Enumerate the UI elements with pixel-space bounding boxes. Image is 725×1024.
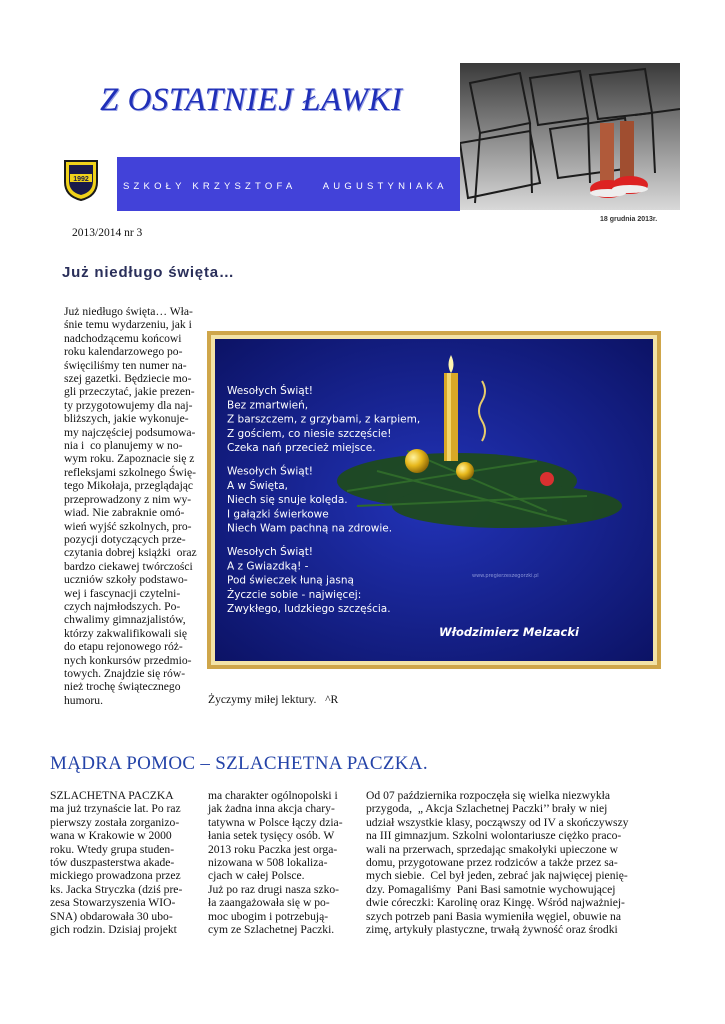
article1-heading: Już niedługo święta… [62,264,235,281]
article1-lines-line: wiad. Nie zabraknie omó- [64,506,185,520]
article1-signoff: Życzymy miłej lektury. ^R [208,693,339,706]
article2-column-3 [366,789,686,936]
article1-lines-line: refleksjami szkolnego Świę- [64,465,197,479]
article1-lines-line: Już niedługo święta… Wła- [64,305,193,318]
article1-lines-line: tego Mikołaja, przeglądając [64,479,194,493]
article2-col3-line: Od 07 października rozpoczęła się wielka niezwykła [366,789,611,802]
poem-line: Zwykłego, ludzkiego szczęścia. [227,603,391,616]
article1-lines-line: uczniów szkoły podstawo- [64,573,188,587]
article2-col3-line: przygoda, „ Akcja Szlachetnej Paczki’’ brały w niej [366,802,608,816]
article2-col1-line: roku. Wtedy grupa studen- [50,842,175,856]
article2-col1-line: SNA) obdarowała 30 ubo- [50,909,173,923]
logo-year: 1992 [73,176,89,183]
article2-col2-line: cym ze Szlachetnej Paczki. [208,923,335,937]
article1-lines-line: nież trochę świątecznego [64,680,181,694]
subtitle-bar [117,157,460,211]
article2-col2-line: cjach w całej Polsce. [208,869,305,883]
poem-line: Pod świeczek łuną jasną [227,574,354,587]
poem-line: Wesołych Świąt! [227,385,314,397]
poem-line: Bez zmartwień, [227,399,309,412]
article2-col2-line: 2013 roku Paczka jest orga- [208,842,338,856]
article2-col2-line: ma charakter ogólnopolski i [208,789,338,802]
article1-lines-line: przeprowadzony z nim wy- [64,492,192,506]
article1-lines-line: święciliśmy ten numer na- [64,358,187,372]
article2-col1-line: gich rodzin. Dzisiaj projekt [50,923,177,937]
article1-lines-line: chwalimy gimnazjalistów, [64,613,186,627]
article2-col2-line: Już po raz drugi nasza szko- [208,882,340,896]
article2-col3-line: dwie córeczki: Karolinę oraz Kingę. Wśród najważniej- [366,896,625,910]
article2-col2-line: ła zaangażowała się w po- [208,896,330,910]
article1-lines-line: nych konkursów przedmio- [64,653,192,667]
article1-lines-line: humoru. [64,693,103,707]
article2-col2-line: jak żadna inna akcja chary- [208,802,335,816]
article1-lines-line: czytania dobrej książki oraz [64,546,197,560]
issue-date: 18 grudnia 2013r. [600,216,658,223]
article1-lines-line: nia i co planujemy w no- [64,439,183,453]
article2-col1-line: SZLACHETNA PACZKA [50,789,174,802]
article2-col1-line: ma już trzynaście lat. Po raz [50,802,181,816]
article1-lines-line: bardzo ciekawej twórczości [64,559,193,573]
article2-col3-line: szych potrzeb pani Basia wymieniła węgiel, obuwie na [366,909,621,923]
article1-lines-line: wym roku. Zapoznacie się z [64,452,195,466]
school-name: SZKOŁY KRZYSZTOFA AUGUSTYNIAKA [123,181,448,192]
christmas-greeting-card [207,331,661,669]
poem-line: Czeka nań przecież miejsce. [227,442,376,455]
article2-col1-line: pierwszy została zorganizo- [50,815,180,829]
article2-col2-line: moc ubogim i potrzebują- [208,909,329,923]
newspaper-title: Z OSTATNIEJ ŁAWKI [100,82,403,118]
article2-col2-line: tatywna w Polsce łączy dzia- [208,815,343,829]
article1-body [64,305,204,707]
poem-line: Z gościem, co niesie szczęście! [227,427,392,440]
article2-col2-line: nizowana w 508 lokaliza- [208,856,328,870]
article2-col3-line: mych siebie. Cel był jeden, zebrać jak najwięcej pienię- [366,869,628,883]
article2-col1-line: tów duszpasterstwa akade- [50,856,175,870]
article2-col3-line: zimę, artykuły plastyczne, trwałą żywność oraz środki [366,923,618,937]
article2-heading: MĄDRA POMOC – SZLACHETNA PACZKA. [50,753,428,774]
article2-col3-line: domu, przygotowane przez rodziców a także przez sa- [366,856,618,870]
poem-line: A z Gwiazdką! - [227,560,309,573]
poem-line: I gałązki świerkowe [227,508,329,521]
poem-line: Wesołych Świąt! [227,465,314,478]
article2-col2-line: łania setek tysięcy osób. W [208,829,335,843]
article2-col3-line: na III gimnazjum. Szkolni wolontariusze ciężko praco- [366,829,622,843]
poem-line: Niech się snuje kolęda. [227,494,348,507]
poem-line: A w Święta, [227,479,288,492]
poem-line: Niech Wam pachną na zdrowie. [227,522,393,535]
article1-lines-line: wień wyjść szkolnych, pro- [64,519,192,533]
article1-lines-line: roku kalendarzowego po- [64,345,183,359]
article2-column-2 [208,789,358,936]
issue-number: 2013/2014 nr 3 [72,227,143,239]
article1-lines-line: towych. Znajdzie się rów- [64,666,186,680]
article1-lines-line: bliższych, jakie wykonuje- [64,412,189,426]
article1-lines-line: gli przeczytać, jakie prezen- [64,385,195,399]
article2-col3-line: dzy. Pomagaliśmy Pani Basi samotnie wychowującej [366,882,616,896]
article2-col1-line: zesa Stowarzyszenia WIO- [50,896,176,910]
classroom-photo [460,63,680,210]
card-watermark: www.pregierzeszegorzki.pl [472,573,539,579]
article1-lines-line: którzy zakwalifikowali się [64,626,187,640]
school-logo-icon [61,158,101,202]
poem-line: Z barszczem, z grzybami, z karpiem, [227,413,421,426]
article2-col3-line: wali na przerwach, sprzedając smakołyki upieczone w [366,842,619,856]
article1-lines-line: nadchodzącemu końcowi [64,331,182,345]
poem-author: Włodzimierz Melzacki [439,625,579,639]
article2-col1-line: mickiego prowadzona przez [50,869,181,883]
poem-line: Wesołych Świąt! [227,546,314,558]
article1-lines-line: ty przygotowujemy dla naj- [64,398,193,412]
article2-col1-line: ks. Jacka Stryczka (dziś pre- [50,882,183,896]
article1-lines-line: do etapu rejonowego róż- [64,640,183,654]
article1-lines-line: śnie temu wydarzeniu, jak i [64,318,192,332]
article1-lines-line: czych najmłodszych. Po- [64,599,181,613]
article1-lines-line: wej i fascynacji czytelni- [64,586,181,600]
article1-lines-line: szej gazetki. Będziecie mo- [64,372,192,386]
article2-col3-line: udział wszystkie klasy, począwszy od IV a skończywszy [366,815,629,829]
article1-lines-line: pozycji dotyczących prze- [64,532,186,546]
poem-line: Życzcie sobie - najwięcej: [227,588,362,601]
article2-col1-line: wana w Krakowie w 2000 [50,829,172,843]
article2-column-1 [50,789,200,936]
article1-lines-line: my najczęściej podsumowa- [64,425,196,439]
